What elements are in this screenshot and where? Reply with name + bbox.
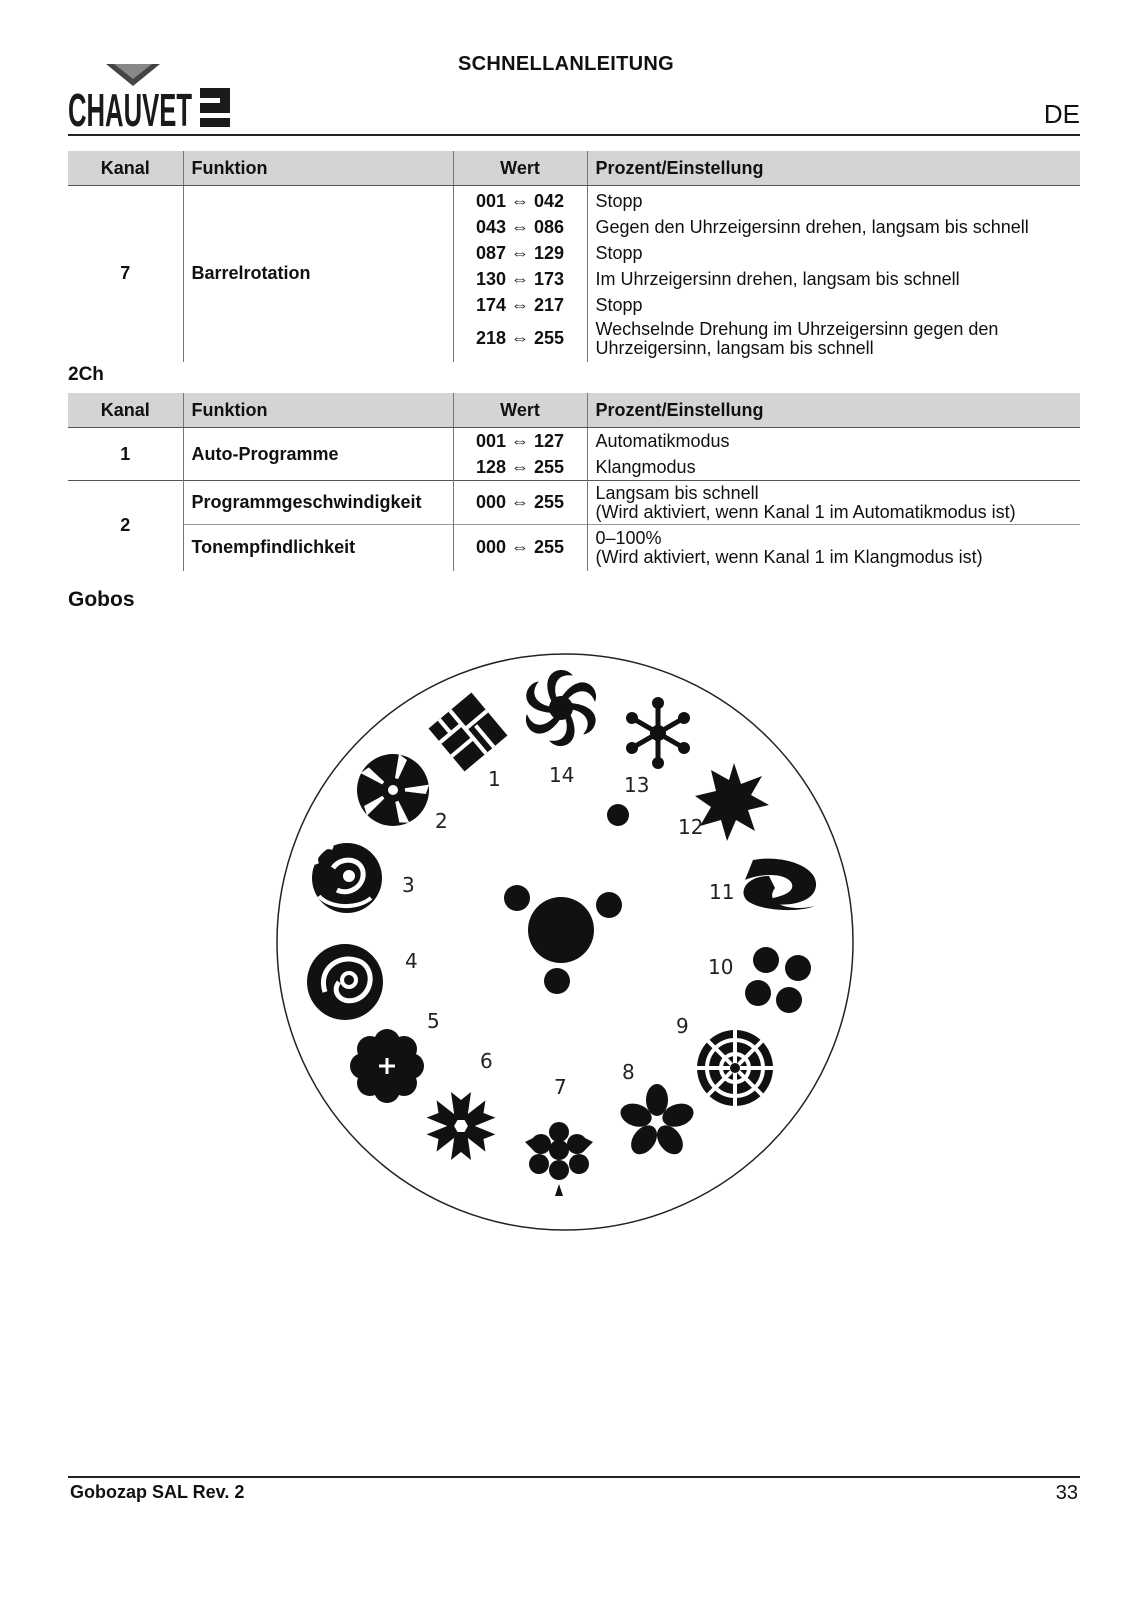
header-divider — [68, 134, 1080, 136]
table-header-row — [68, 393, 1080, 428]
gobo-10-icon — [745, 947, 811, 1013]
page-number: 33 — [1055, 1482, 1078, 1504]
setting-column — [587, 186, 1080, 362]
value-cell: 001 ⇔ 042 — [475, 190, 565, 211]
gobo-number-12: 12 — [678, 815, 704, 839]
value-cell: 130 ⇔ 173 — [475, 268, 565, 289]
setting-cell: Im Uhrzeigersinn drehen, langsam bis schnell — [595, 268, 960, 289]
section-gobos-label: Gobos — [68, 588, 135, 611]
gobo-number-14: 14 — [549, 763, 575, 787]
setting-cell: Langsam bis schnell (Wird aktiviert, wenn Kanal 1 im Automatikmodus ist) — [587, 481, 1080, 525]
table-row — [68, 428, 1080, 481]
value-cell: 001 ⇔ 127 — [475, 431, 565, 451]
setting-cell: Wechselnde Drehung im Uhrzeigersinn gegen den Uhrzeigersinn, langsam bis schnell — [595, 318, 999, 358]
table-row — [68, 186, 1080, 362]
center-hub — [504, 804, 629, 994]
setting-column — [587, 428, 1080, 481]
gobo-number-8: 8 — [622, 1060, 635, 1084]
gobo-7-icon — [525, 1122, 593, 1196]
channel-number: 2 — [120, 515, 131, 536]
channel-7-table — [68, 151, 1080, 362]
setting-cell: Stopp — [595, 294, 643, 315]
value-cell: 128 ⇔ 255 — [475, 457, 565, 477]
gobo-13-icon — [626, 697, 690, 769]
header-funktion: Funktion — [183, 393, 453, 428]
setting-cell: 0–100% (Wird aktiviert, wenn Kanal 1 im Klangmodus ist) — [587, 525, 1080, 571]
gobo-12-icon — [695, 763, 769, 841]
footer-document-name: Gobozap SAL Rev. 2 — [70, 1482, 245, 1502]
table-row — [68, 525, 1080, 571]
gobo-number-13: 13 — [624, 773, 650, 797]
setting-cell: Stopp — [595, 242, 643, 263]
value-cell: 000 ⇔ 255 — [453, 481, 587, 525]
table-header-row — [68, 151, 1080, 186]
gobo-9-icon — [697, 1030, 773, 1106]
header-kanal: Kanal — [68, 151, 183, 186]
gobo-2-icon — [357, 754, 432, 827]
gobo-number-5: 5 — [427, 1009, 440, 1033]
2ch-table — [68, 393, 1080, 571]
gobo-number-1: 1 — [488, 767, 501, 791]
header-prozent: Prozent/Einstellung — [587, 151, 1080, 186]
header-wert: Wert — [453, 151, 587, 186]
gobo-number-10: 10 — [708, 955, 734, 979]
value-cell: 043 ⇔ 086 — [475, 216, 565, 237]
gobo-8-icon — [617, 1084, 696, 1159]
gobo-14-icon — [521, 665, 600, 751]
language-code: DE — [1043, 99, 1080, 129]
gobo-number-3: 3 — [402, 873, 415, 897]
section-2ch-label: 2Ch — [68, 364, 104, 385]
page-header-title: SCHNELLANLEITUNG — [458, 53, 674, 75]
gobo-5-icon — [350, 1029, 424, 1103]
chauvet-dj-logo — [68, 60, 238, 136]
value-cell: 000 ⇔ 255 — [453, 525, 587, 571]
value-cell: 174 ⇔ 217 — [475, 294, 565, 315]
header-funktion: Funktion — [183, 151, 453, 186]
gobo-1-icon — [429, 693, 508, 772]
function-name: Auto-Programme — [183, 428, 453, 481]
value-column — [453, 186, 587, 362]
gobo-number-9: 9 — [676, 1014, 689, 1038]
header-wert: Wert — [453, 393, 587, 428]
gobo-number-2: 2 — [435, 809, 448, 833]
function-name: Tonempfindlichkeit — [183, 525, 453, 571]
setting-cell: Automatikmodus — [595, 431, 730, 451]
header-kanal: Kanal — [68, 393, 183, 428]
gobo-wheel — [275, 650, 875, 1250]
svg-text:CHAUVET: CHAUVET — [68, 84, 192, 136]
gobo-6-icon — [427, 1092, 496, 1160]
setting-cell: Klangmodus — [595, 457, 696, 477]
setting-cell: Stopp — [595, 190, 643, 211]
function-name: Programmgeschwindigkeit — [183, 481, 453, 525]
value-column — [453, 428, 587, 481]
channel-number: 1 — [120, 443, 131, 464]
function-name: Barrelrotation — [183, 186, 453, 362]
value-cell: 218 ⇔ 255 — [475, 328, 565, 349]
footer-divider — [68, 1476, 1080, 1478]
value-cell: 087 ⇔ 129 — [475, 242, 565, 263]
gobo-11-icon — [743, 859, 816, 910]
table-row — [68, 481, 1080, 525]
gobo-number-11: 11 — [709, 880, 735, 904]
gobo-number-7: 7 — [554, 1075, 567, 1099]
gobo-4-icon — [307, 944, 383, 1020]
gobo-number-4: 4 — [405, 949, 418, 973]
header-prozent: Prozent/Einstellung — [587, 393, 1080, 428]
setting-cell: Gegen den Uhrzeigersinn drehen, langsam bis schnell — [595, 216, 1029, 237]
channel-number: 7 — [120, 263, 131, 284]
gobo-3-icon — [312, 843, 382, 913]
gobo-number-6: 6 — [480, 1049, 493, 1073]
